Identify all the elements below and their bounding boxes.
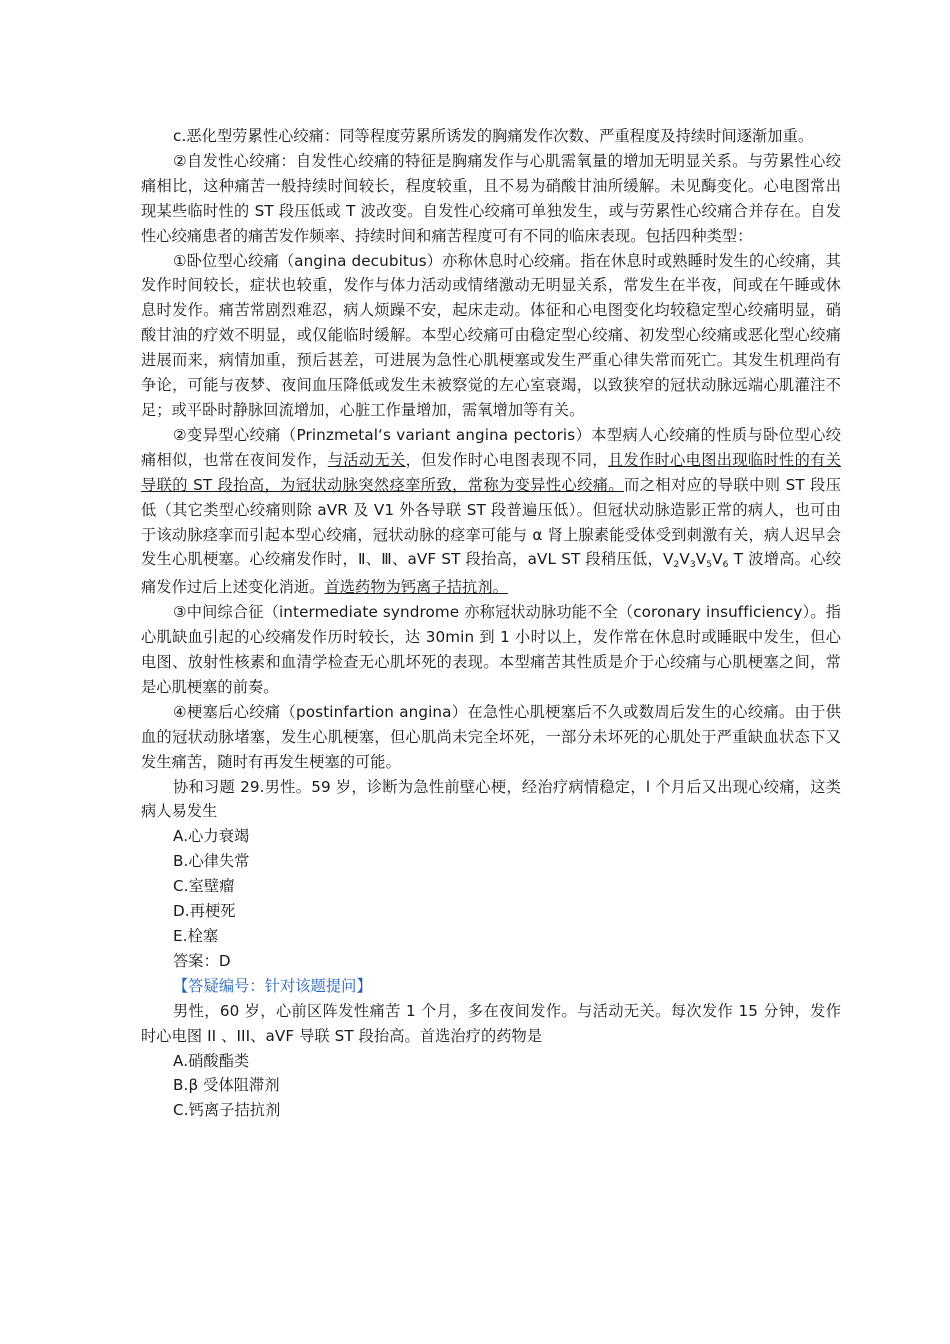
underlined-first-choice-drug: 首选药物为钙离子拮抗剂。 xyxy=(324,578,508,597)
lead-letter: V xyxy=(712,550,723,569)
lead-subscript: 6 xyxy=(722,560,729,571)
question-1-option-b: B.心律失常 xyxy=(173,852,250,871)
paragraph-decubitus-angina: ①卧位型心绞痛（angina decubitus）亦称休息时心绞痛。指在休息时或熟睡时发生的心绞痛，其发作时间较长，症状也较重，发作与体力活动或情绪激动无明显关系，常发生在半夜，间或在午睡或休息时发作。痛苦常剧烈难忍，病人烦躁不安，起床走动。体征和心电图变化均较稳定型心绞痛明显，硝酸甘油的疗效不明显，或仅能临时缓解。本型心绞痛可由稳定型心绞痛、初发型心绞痛或恶化型心绞痛进展而来，病情加重，预后甚差，可进展为急性心肌梗塞或发生严重心律失常而死亡。其发生机理尚有争论，可能与夜梦、夜间血压降低或发生未被察觉的左心室衰竭，以致狭窄的冠状动脉远端心肌灌注不足；或平卧时静脉回流增加，心脏工作量增加，需氧增加等有关。 xyxy=(141,251,841,419)
underlined-activity-unrelated: 与活动无关 xyxy=(327,450,406,469)
question-1-option-c: C.室壁瘤 xyxy=(173,877,235,896)
question-2-option-c: C.钙离子拮抗剂 xyxy=(173,1101,281,1120)
variant-text-4: T 波增高。心绞痛发作过后上述变化消逝。 xyxy=(141,550,841,597)
lead-letter: V xyxy=(679,550,690,569)
question-1-stem: 协和习题 29.男性。59 岁，诊断为急性前壁心梗，经治疗病情稳定，l 个月后又出现心绞痛，这类病人易发生 xyxy=(141,777,841,821)
variant-text-1: ②变异型心绞痛（Prinzmetal‘s variant angina pectoris）本型病人心绞痛的性质与卧位型心绞痛相似，也常在夜间发作， xyxy=(141,425,841,469)
question-1-answer: 答案：D xyxy=(173,951,231,970)
document-body xyxy=(141,124,841,1123)
lead-subscript: 2 xyxy=(673,560,680,571)
paragraph-variant-angina xyxy=(141,423,841,600)
variant-text-3: 而之相对应的导联中则 ST 段压低（其它类型心绞痛则除 aVR 及 V1 外各导联 ST 段普遍压低）。但冠状动脉造影正常的病人，也可由于该动脉痉挛而引起本型心绞痛，冠状动脉的痉挛可能与 α 肾上腺素能受体受到刺激有关，病人迟早会发生心肌梗塞。心绞痛发作时，Ⅱ、Ⅲ、aVF ST 段抬高，aVL ST 段稍压低，V xyxy=(141,475,841,569)
question-2-option-a: A.硝酸酯类 xyxy=(173,1051,250,1070)
variant-text-2: ，但发作时心电图表现不同， xyxy=(405,450,608,469)
underlined-st-elevation: 且发作时心电图出现临时性的有关导联的 ST 段抬高，为冠状动脉突然痉挛所致，常称为变异性心绞痛。 xyxy=(141,450,842,494)
paragraph-worsening-angina: c.恶化型劳累性心绞痛：同等程度劳累所诱发的胸痛发作次数、严重程度及持续时间逐渐加重。 xyxy=(173,127,814,145)
question-2-stem: 男性，60 岁，心前区阵发性痛苦 1 个月，多在夜间发作。与活动无关。每次发作 15 分钟，发作时心电图 II 、III、aVF 导联 ST 段抬高。首选治疗的药物是 xyxy=(141,1001,841,1045)
lead-subscript: 3 xyxy=(689,560,696,571)
question-1-option-a: A.心力衰竭 xyxy=(173,827,250,846)
paragraph-intermediate-syndrome: ③中间综合征（intermediate syndrome 亦称冠状动脉功能不全（coronary insufficiency）。指心肌缺血引起的心绞痛发作历时较长，达 30min 到 1 小时以上，发作常在休息时或睡眠中发生，但心电图、放射性核素和血清学检查无心肌坏死的表现。本型痛苦其性质是介于心绞痛与心肌梗塞之间，常是心肌梗塞的前奏。 xyxy=(141,603,841,696)
paragraph-postinfarction-angina: ④梗塞后心绞痛（postinfartion angina）在急性心肌梗塞后不久或数周后发生的心绞痛。由于供血的冠状动脉堵塞，发生心肌梗塞，但心肌尚未完全坏死，一部分未坏死的心肌处于严重缺血状态下又发生痛苦，随时有再发生梗塞的可能。 xyxy=(141,702,841,771)
qa-ask-link[interactable]: 【答疑编号：针对该题提问】 xyxy=(173,976,372,995)
question-1-option-d: D.再梗死 xyxy=(173,902,236,921)
paragraph-spontaneous-angina: ②自发性心绞痛：自发性心绞痛的特征是胸痛发作与心肌需氧量的增加无明显关系。与劳累性心绞痛相比，这种痛苦一般持续时间较长，程度较重，且不易为硝酸甘油所缓解。未见酶变化。心电图常出现某些临时性的 ST 段压低或 T 波改变。自发性心绞痛可单独发生，或与劳累性心绞痛合并存在。自发性心绞痛患者的痛苦发作频率、持续时间和痛苦程度可有不同的临床表现。包括四种类型： xyxy=(141,151,841,245)
question-1-option-e: E.栓塞 xyxy=(173,927,219,945)
question-2-option-b: B.β 受体阻滞剂 xyxy=(173,1076,280,1095)
lead-letter: V xyxy=(695,550,707,569)
lead-subscript: 5 xyxy=(706,560,713,571)
